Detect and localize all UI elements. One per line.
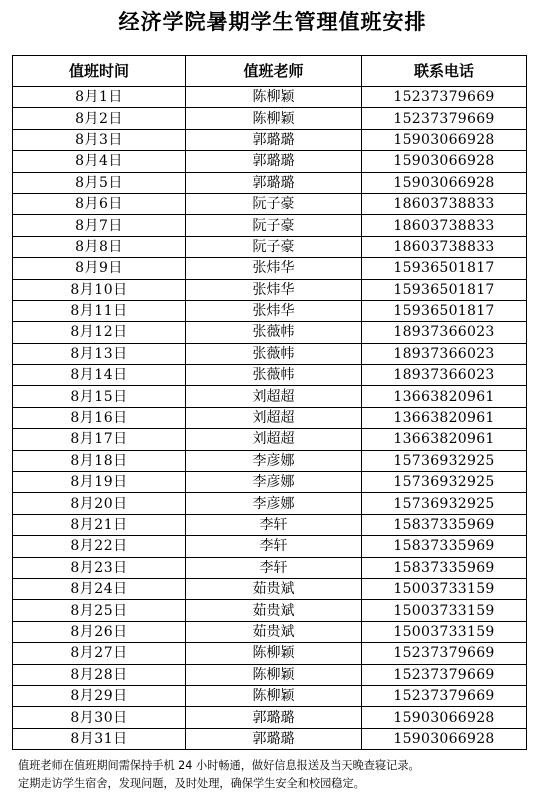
table-row (13, 236, 527, 257)
teacher-name-cell: 茹贵斌 (186, 621, 362, 642)
phone-number-cell: 15936501817 (362, 279, 527, 300)
table-row (13, 600, 527, 621)
duty-date-cell: 8月6日 (13, 193, 186, 214)
duty-date-cell: 8月28日 (13, 664, 186, 685)
table-row (13, 279, 527, 300)
duty-date-cell: 8月18日 (13, 450, 186, 471)
teacher-name-cell: 郭璐璐 (186, 707, 362, 728)
teacher-name-cell: 陈柳颖 (186, 685, 362, 706)
duty-date-cell: 8月16日 (13, 407, 186, 428)
table-row (13, 664, 527, 685)
table-row (13, 258, 527, 279)
phone-number-cell: 15237379669 (362, 87, 527, 108)
teacher-name-cell: 刘超超 (186, 407, 362, 428)
table-row (13, 215, 527, 236)
teacher-name-cell: 张炜华 (186, 279, 362, 300)
phone-number-cell: 15936501817 (362, 258, 527, 279)
phone-number-cell: 15837335969 (362, 557, 527, 578)
teacher-name-cell: 陈柳颖 (186, 664, 362, 685)
teacher-name-cell: 陈柳颖 (186, 87, 362, 108)
duty-date-cell: 8月20日 (13, 493, 186, 514)
phone-number-cell: 15903066928 (362, 151, 527, 172)
phone-number-cell: 15903066928 (362, 129, 527, 150)
table-row (13, 87, 527, 108)
teacher-name-cell: 刘超超 (186, 429, 362, 450)
phone-number-cell: 15237379669 (362, 664, 527, 685)
table-row (13, 557, 527, 578)
table-row (13, 172, 527, 193)
duty-date-cell: 8月19日 (13, 472, 186, 493)
note-line: 定期走访学生宿舍，发现问题，及时处理，确保学生安全和校园稳定。 (18, 777, 365, 790)
duty-date-cell: 8月30日 (13, 707, 186, 728)
duty-date-cell: 8月27日 (13, 643, 186, 664)
phone-number-cell: 15903066928 (362, 707, 527, 728)
table-row (13, 300, 527, 321)
table-row (13, 343, 527, 364)
teacher-name-cell: 郭璐璐 (186, 129, 362, 150)
phone-number-cell: 18937366023 (362, 365, 527, 386)
header-duty-teacher: 值班老师 (186, 56, 362, 87)
phone-number-cell: 13663820961 (362, 386, 527, 407)
table-row (13, 129, 527, 150)
teacher-name-cell: 刘超超 (186, 386, 362, 407)
duty-date-cell: 8月2日 (13, 108, 186, 129)
duty-date-cell: 8月25日 (13, 600, 186, 621)
phone-number-cell: 15237379669 (362, 643, 527, 664)
teacher-name-cell: 张薇帏 (186, 322, 362, 343)
duty-date-cell: 8月8日 (13, 236, 186, 257)
table-row (13, 429, 527, 450)
teacher-name-cell: 郭璐璐 (186, 728, 362, 749)
teacher-name-cell: 张薇帏 (186, 365, 362, 386)
table-row (13, 493, 527, 514)
phone-number-cell: 18603738833 (362, 215, 527, 236)
phone-number-cell: 15237379669 (362, 685, 527, 706)
table-row (13, 108, 527, 129)
table-row (13, 386, 527, 407)
note-line: 值班老师在值班期间需保持手机 24 小时畅通，做好信息报送及当天晚查寝记录。 (18, 759, 420, 772)
teacher-name-cell: 李彦娜 (186, 472, 362, 493)
table-row (13, 151, 527, 172)
table-row (13, 643, 527, 664)
phone-number-cell: 15903066928 (362, 728, 527, 749)
phone-number-cell: 15237379669 (362, 108, 527, 129)
duty-date-cell: 8月14日 (13, 365, 186, 386)
table-row (13, 407, 527, 428)
phone-number-cell: 18603738833 (362, 236, 527, 257)
duty-date-cell: 8月26日 (13, 621, 186, 642)
duty-date-cell: 8月11日 (13, 300, 186, 321)
table-row (13, 578, 527, 599)
phone-number-cell: 15003733159 (362, 600, 527, 621)
teacher-name-cell: 李彦娜 (186, 493, 362, 514)
page-title: 经济学院暑期学生管理值班安排 (118, 10, 427, 34)
header-phone: 联系电话 (362, 56, 527, 87)
duty-date-cell: 8月15日 (13, 386, 186, 407)
teacher-name-cell: 阮子豪 (186, 215, 362, 236)
teacher-name-cell: 郭璐璐 (186, 172, 362, 193)
phone-number-cell: 15736932925 (362, 493, 527, 514)
phone-number-cell: 15736932925 (362, 472, 527, 493)
duty-date-cell: 8月22日 (13, 536, 186, 557)
teacher-name-cell: 陈柳颖 (186, 108, 362, 129)
table-header-row (13, 56, 527, 87)
phone-number-cell: 13663820961 (362, 429, 527, 450)
table-body (13, 87, 527, 750)
phone-number-cell: 15003733159 (362, 621, 527, 642)
teacher-name-cell: 张炜华 (186, 300, 362, 321)
teacher-name-cell: 李彦娜 (186, 450, 362, 471)
table-row (13, 707, 527, 728)
duty-date-cell: 8月29日 (13, 685, 186, 706)
duty-date-cell: 8月10日 (13, 279, 186, 300)
phone-number-cell: 18937366023 (362, 322, 527, 343)
duty-date-cell: 8月1日 (13, 87, 186, 108)
phone-number-cell: 15003733159 (362, 578, 527, 599)
duty-date-cell: 8月7日 (13, 215, 186, 236)
table-row (13, 322, 527, 343)
teacher-name-cell: 李轩 (186, 514, 362, 535)
duty-schedule-table (12, 55, 527, 750)
table-row (13, 472, 527, 493)
teacher-name-cell: 李轩 (186, 536, 362, 557)
teacher-name-cell: 李轩 (186, 557, 362, 578)
header-duty-time: 值班时间 (13, 56, 186, 87)
teacher-name-cell: 阮子豪 (186, 193, 362, 214)
teacher-name-cell: 郭璐璐 (186, 151, 362, 172)
phone-number-cell: 15936501817 (362, 300, 527, 321)
phone-number-cell: 15837335969 (362, 536, 527, 557)
duty-date-cell: 8月23日 (13, 557, 186, 578)
duty-date-cell: 8月5日 (13, 172, 186, 193)
teacher-name-cell: 张薇帏 (186, 343, 362, 364)
phone-number-cell: 18937366023 (362, 343, 527, 364)
table-row (13, 621, 527, 642)
table-row (13, 728, 527, 749)
table-row (13, 365, 527, 386)
duty-date-cell: 8月3日 (13, 129, 186, 150)
table-row (13, 536, 527, 557)
duty-date-cell: 8月24日 (13, 578, 186, 599)
duty-date-cell: 8月9日 (13, 258, 186, 279)
duty-notes (18, 757, 538, 793)
table-row (13, 193, 527, 214)
duty-date-cell: 8月31日 (13, 728, 186, 749)
phone-number-cell: 13663820961 (362, 407, 527, 428)
table-row (13, 514, 527, 535)
teacher-name-cell: 陈柳颖 (186, 643, 362, 664)
phone-number-cell: 15837335969 (362, 514, 527, 535)
teacher-name-cell: 茹贵斌 (186, 600, 362, 621)
duty-date-cell: 8月12日 (13, 322, 186, 343)
teacher-name-cell: 张炜华 (186, 258, 362, 279)
duty-date-cell: 8月4日 (13, 151, 186, 172)
phone-number-cell: 18603738833 (362, 193, 527, 214)
table-row (13, 450, 527, 471)
duty-date-cell: 8月13日 (13, 343, 186, 364)
teacher-name-cell: 阮子豪 (186, 236, 362, 257)
phone-number-cell: 15903066928 (362, 172, 527, 193)
duty-date-cell: 8月17日 (13, 429, 186, 450)
teacher-name-cell: 茹贵斌 (186, 578, 362, 599)
duty-date-cell: 8月21日 (13, 514, 186, 535)
phone-number-cell: 15736932925 (362, 450, 527, 471)
table-row (13, 685, 527, 706)
